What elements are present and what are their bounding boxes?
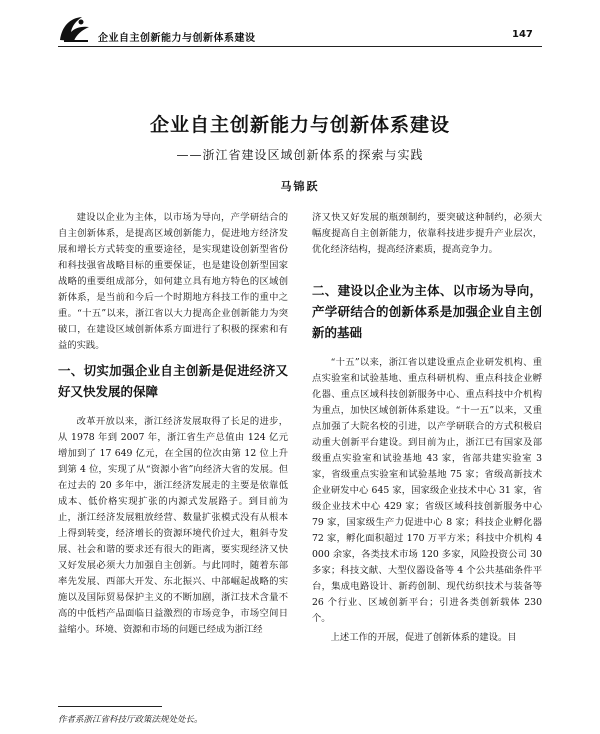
page-header (0, 0, 600, 58)
running-title: 企业自主创新能力与创新体系建设 (98, 33, 256, 44)
article-author: 马锦跃 (280, 180, 320, 193)
page-number: 147 (512, 29, 533, 40)
section-1-paragraph: 改革开放以来，浙江经济发展取得了长足的进步，从 1978 年到 2007 年，浙江省生产总值由 124 亿元增加到了 17 649 亿元，在全国的位次由第 12 位上升到第 4 位，实现了从“资源小省”向经济大省的发展。但在过去的 20 多年中，浙江经济发展走的主要是依靠低成本、低价格实现扩张的内源式发展路子。到目前为止，浙江经济发展粗放经营、数量扩张模式没有从根本上得到转变，经济增长的资源环境代价过大，粗斜寺发展、社会和谐的要求还有很大的距离，要实现经济又快又好发展必须大力加强自主创新。与此同时，随着东部率先发展、西部大开发、东北振兴、中部崛起战略的实施以及国际贸易保护主义的不断加剧，浙江技术含量不高的中低档产品面临日益激烈的市场竞争，市场空间日益缩小。环境、资源和市场的问题已经成为浙江经 (58, 416, 288, 635)
footnote-rule (58, 706, 162, 707)
section-2-paragraph-2: 上述工作的开展，促进了创新体系的建设。目 (330, 632, 517, 643)
intro-paragraph: 建设以企业为主体，以市场为导向，产学研结合的自主创新体系，是提高区域创新能力，促进地方经济发展和增长方式转变的重要途径，是实现建设创新型省份和科技强省战略目标的重要保证，也是建设创新型国家战略的重要组成部分，如何建立具有地方特色的区域创新体系，是当前和今后一个时期地方科技工作的重中之重。“十五”以来，浙江省以大力提高企业创新能力为突破口，在建设区域创新体系方面进行了积极的探索和有益的实践。 (58, 212, 288, 351)
left-column (58, 210, 288, 638)
right-column (312, 210, 542, 646)
continuation-paragraph: 济又快又好发展的瓶颈制约，要突破这种制约，必须大幅度提高自主创新能力，依靠科技进步提升产业层次，优化经济结构，提高经济素质，提高竞争力。 (312, 212, 542, 255)
article-subtitle: ——浙江省建设区域创新体系的探索与实践 (176, 148, 424, 162)
section-1-heading: 一、切实加强企业自主创新是促进经济又好又快发展的保障 (58, 363, 288, 399)
header-rule (58, 46, 542, 47)
section-2-paragraph-1: “十五”以来，浙江省以建设重点企业研发机构、重点实验室和试验基地、重点科研机构、重点科技企业孵化器、重点区域科技创新服务中心、重点科技中介机构为重点，加快区域创新体系建设。“十一五”以来，又重点加强了大院名校的引进，以产学研联合的方式积极启动重大创新平台建设。到目前为止，浙江已有国家及部级重点实验室和试验基地 43 家，省部共建实验室 3 家，省级重点实验室和试验基地 75 家；省级高新技术企业研发中心 645 家，国家级企业技术中心 31 家，省级企业技术中心 429 家；省级区域科技创新服务中心 79 家，国家级生产力促进中心 8 家；科技企业孵化器 72 家，孵化面积超过 170 万平方米；科技中介机构 4 000 余家，各类技术市场 120 多家，风险投资公司 30 多家；科技文献、大型仪器设备等 4 个公共基础条件平台，集成电路设计、新药创制、现代纺织技术与装备等 26 个行业、区域创新平台；引进各类创新载体 230 个。 (312, 357, 542, 624)
footnote: 作者系浙江省科技厅政策法规处处长。 (58, 715, 203, 725)
article-title: 企业自主创新能力与创新体系建设 (149, 114, 450, 136)
section-2-heading: 二、建设以企业为主体、以市场为导向，产学研结合的创新体系是加强企业自主创新的基础 (312, 283, 542, 340)
publication-logo-icon (58, 14, 92, 44)
